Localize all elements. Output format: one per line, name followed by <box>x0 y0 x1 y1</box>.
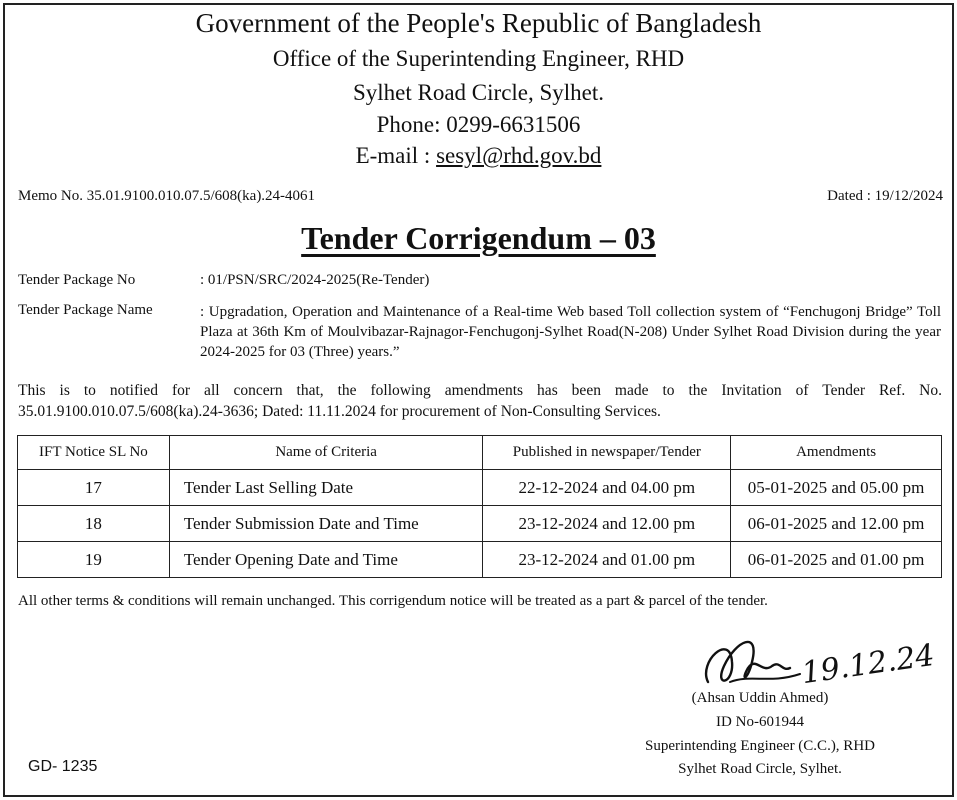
notice-paragraph: This is to notified for all concern that, the following amendments has been made to the Invitation of Tender Ref. No. 35.01.9100.010.07.5/608(ka).24-3636; Dated: 11.11.2024 for procurement of Non-Consulting Services. <box>18 382 942 420</box>
amendments-table <box>17 435 942 578</box>
table-row <box>18 506 942 542</box>
cell-criteria: Tender Submission Date and Time <box>169 506 483 542</box>
cell-amendment: 05-01-2025 and 05.00 pm <box>731 470 942 506</box>
title-text: Tender Corrigendum – 03 <box>301 220 656 256</box>
package-no-label: Tender Package No <box>18 272 136 288</box>
government-heading: Government of the People's Republic of Bangladesh <box>195 8 762 38</box>
cell-published: 22-12-2024 and 04.00 pm <box>483 470 731 506</box>
cell-amendment: 06-01-2025 and 01.00 pm <box>731 542 942 578</box>
table-row <box>18 470 942 506</box>
dated: Dated : 19/12/2024 <box>827 188 943 204</box>
email-line <box>0 143 957 169</box>
cell-published: 23-12-2024 and 01.00 pm <box>483 542 731 578</box>
email-label: E-mail : <box>355 143 437 168</box>
circle-heading: Sylhet Road Circle, Sylhet. <box>352 80 605 105</box>
cell-sl-no: 19 <box>18 542 170 578</box>
cell-criteria: Tender Last Selling Date <box>169 470 483 506</box>
page-title <box>0 220 957 257</box>
cell-amendment: 06-01-2025 and 12.00 pm <box>731 506 942 542</box>
table-row <box>18 542 942 578</box>
signatory-designation: Superintending Engineer (C.C.), RHD <box>645 738 875 754</box>
gd-number: GD- 1235 <box>28 758 98 775</box>
email-link[interactable]: sesyl@rhd.gov.bd <box>436 143 602 168</box>
signatory-id: ID No-601944 <box>716 714 804 730</box>
package-name-value: : Upgradation, Operation and Maintenance of a Real-time Web based Toll collection system of “Fenchugonj Bridge” Toll Plaza at 36th Km of Moulvibazar-Rajnagor-Fenchugonj-Sylhet Road(N-208) Under Sylhet Road Division during the year 2024-2025 for 03 (Three) years.” <box>200 304 941 360</box>
table-header-row <box>18 436 942 470</box>
cell-published: 23-12-2024 and 12.00 pm <box>483 506 731 542</box>
package-name-label: Tender Package Name <box>18 302 153 318</box>
header-amendments: Amendments <box>731 436 942 470</box>
header-sl-no: IFT Notice SL No <box>18 436 170 470</box>
office-heading: Office of the Superintending Engineer, RHD <box>272 46 685 71</box>
header-published: Published in newspaper/Tender <box>483 436 731 470</box>
header-criteria: Name of Criteria <box>169 436 483 470</box>
signatory-name: (Ahsan Uddin Ahmed) <box>691 690 829 706</box>
cell-sl-no: 18 <box>18 506 170 542</box>
signatory-office: Sylhet Road Circle, Sylhet. <box>678 761 842 777</box>
package-no-value: : 01/PSN/SRC/2024-2025(Re-Tender) <box>200 272 430 288</box>
cell-criteria: Tender Opening Date and Time <box>169 542 483 578</box>
terms-note: All other terms & conditions will remain unchanged. This corrigendum notice will be treated as a part & parcel of the tender. <box>18 593 768 609</box>
memo-number: Memo No. 35.01.9100.010.07.5/608(ka).24-4061 <box>18 188 316 204</box>
cell-sl-no: 17 <box>18 470 170 506</box>
signature-date: 19.12.24 <box>799 637 937 692</box>
phone-line: Phone: 0299-6631506 <box>376 112 581 137</box>
